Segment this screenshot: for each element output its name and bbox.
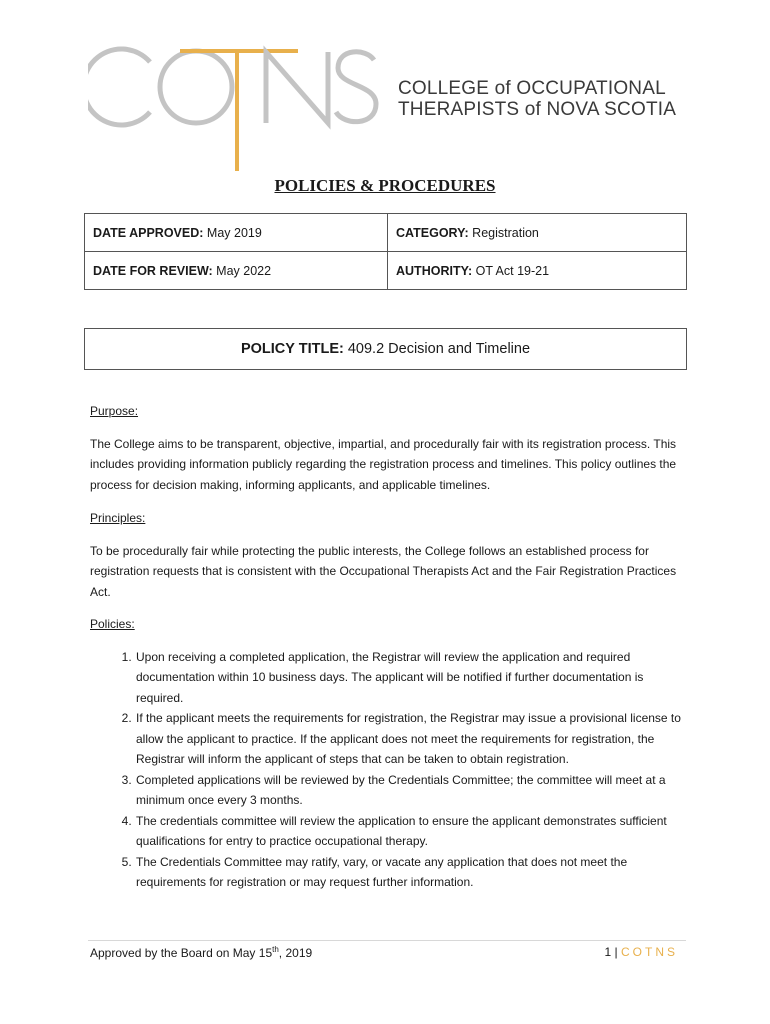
logo-wordmark bbox=[398, 78, 676, 120]
list-item: 2. If the applicant meets the requirements for registration, the Registrar may issue a provisional license to allow the applicant to practice. If the applicant does not meet the requirements for registration, the Registrar will inform the applicant of steps that can be taken to obtain registration. bbox=[135, 708, 690, 770]
purpose-text: The College aims to be transparent, objective, impartial, and procedurally fair with its registration process. This includes providing information publicly regarding the registration process and timelines. This policy outlines the process for decision making, informing applicants, and applicable timelines. bbox=[90, 436, 677, 492]
date-approved-label: DATE APPROVED: bbox=[93, 225, 204, 240]
policy-meta-table bbox=[84, 213, 687, 290]
table-row bbox=[85, 214, 687, 252]
date-review-cell bbox=[85, 252, 388, 290]
purpose-heading: Purpose: bbox=[90, 404, 139, 418]
table-row bbox=[85, 252, 687, 290]
principles-text: To be procedurally fair while protecting the public interests, the College follows an established process for registration requests that is consistent with the Occupational Therapists Act and the Fair Registration Practices Act. bbox=[90, 543, 677, 599]
list-item: 1. Upon receiving a completed application, the Registrar will review the application and required documentation within 10 business days. The applicant will be notified if further documentation is required. bbox=[135, 647, 690, 709]
logo-line-2: THERAPISTS of NOVA SCOTIA bbox=[398, 99, 677, 120]
list-item: 4. The credentials committee will review the application to ensure the applicant demonstrates sufficient qualifications for entry to practice occupational therapy. bbox=[135, 811, 690, 852]
policy-title-label: POLICY TITLE: bbox=[240, 341, 344, 357]
page-number: 1 bbox=[604, 945, 612, 959]
list-item: 3. Completed applications will be reviewed by the Credentials Committee; the committee will meet at a minimum once every 3 months. bbox=[135, 770, 690, 811]
date-approved-cell bbox=[85, 214, 388, 252]
category-cell bbox=[388, 214, 687, 252]
footer-approval-suffix: , 2019 bbox=[278, 946, 313, 960]
date-review-label: DATE FOR REVIEW: bbox=[93, 263, 213, 278]
policies-heading: Policies: bbox=[90, 617, 135, 631]
date-review-value: May 2022 bbox=[216, 263, 272, 278]
policy-title-value: 409.2 Decision and Timeline bbox=[347, 341, 531, 357]
policy-title-box bbox=[84, 328, 687, 370]
footer-approval-sup: th bbox=[272, 945, 279, 954]
policies-section bbox=[90, 614, 690, 893]
policies-list bbox=[90, 647, 690, 893]
principles-section bbox=[90, 508, 690, 602]
category-label: CATEGORY: bbox=[396, 225, 469, 240]
footer-approval-note bbox=[90, 945, 312, 960]
footer-brand: COTNS bbox=[621, 945, 678, 959]
purpose-section bbox=[90, 401, 690, 495]
list-item: 5. The Credentials Committee may ratify, vary, or vacate any application that does not meet the requirements for registration or may request further information. bbox=[135, 852, 690, 893]
category-value: Registration bbox=[472, 225, 539, 240]
principles-heading: Principles: bbox=[90, 511, 146, 525]
footer-divider bbox=[88, 940, 686, 941]
footer-page-info bbox=[605, 945, 679, 959]
date-approved-value: May 2019 bbox=[206, 225, 262, 240]
authority-cell bbox=[388, 252, 687, 290]
footer-approval-prefix: Approved by the Board on May 15 bbox=[90, 946, 273, 960]
authority-value: OT Act 19-21 bbox=[475, 263, 550, 278]
authority-label: AUTHORITY: bbox=[396, 263, 473, 278]
logo-line-1: COLLEGE of OCCUPATIONAL bbox=[398, 78, 666, 99]
footer-separator: | bbox=[614, 945, 618, 959]
document-title: POLICIES & PROCEDURES bbox=[274, 176, 496, 195]
